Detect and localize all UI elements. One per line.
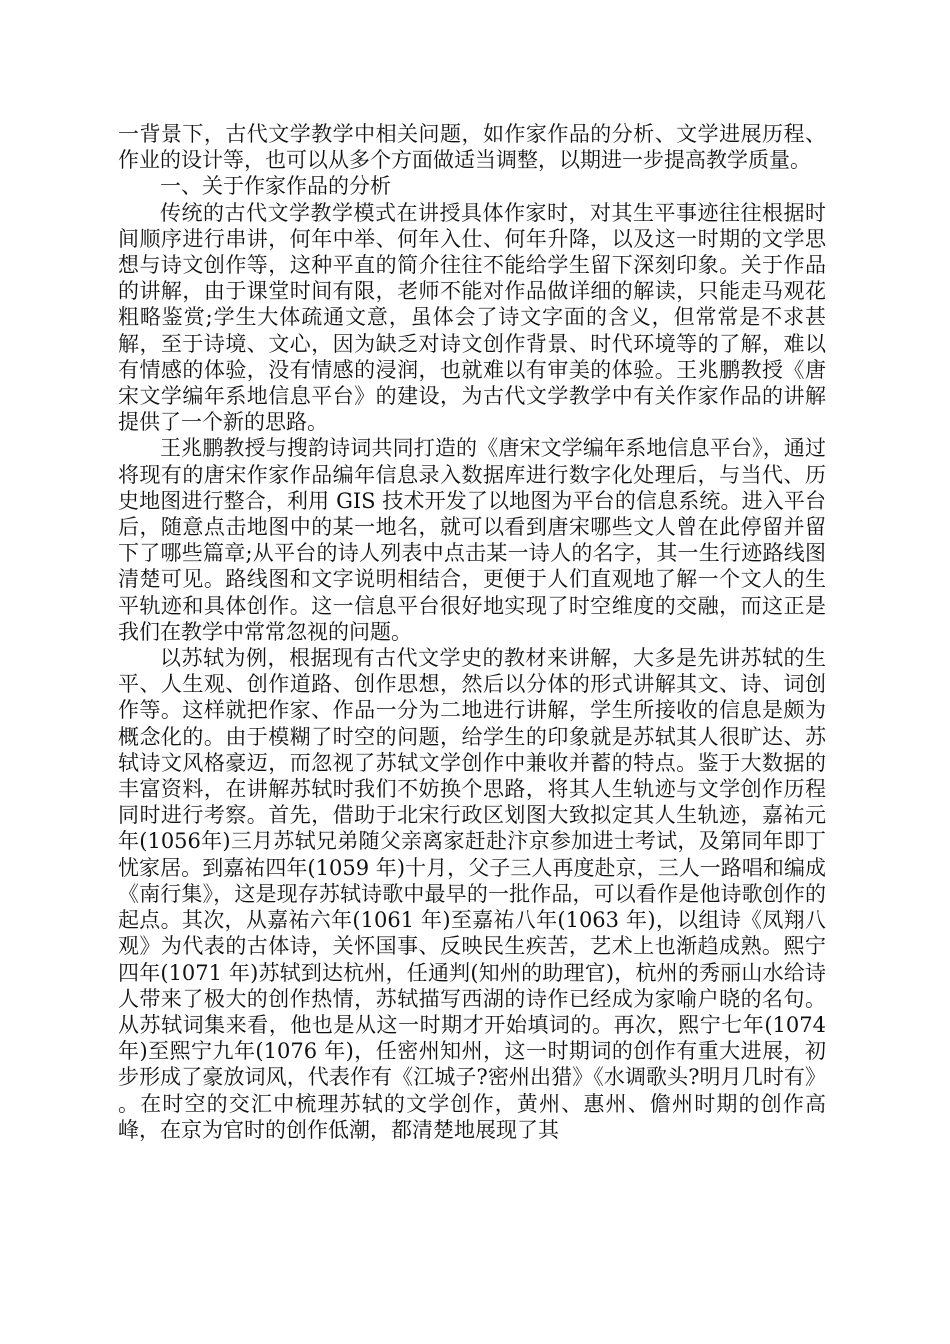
paragraph: 传统的古代文学教学模式在讲授具体作家时，对其生平事迹往往根据时间顺序进行串讲，何年中举、何年入仕、何年升降，以及这一时期的文学思想与诗文创作等，这种平直的简介往往不能给学生留下深刻印象。关于作品的讲解，由于课堂时间有限，老师不能对作品做详细的解读，只能走马观花粗略鉴赏;学生大体疏通文意，虽体会了诗文字面的含义，但常常是不求甚解，至于诗境、文心，因为缺乏对诗文创作背景、时代环境等的了解，难以有情感的体验，没有情感的浸润，也就难以有审美的体验。王兆鹏教授《唐宋文学编年系地信息平台》的建设，为古代文学教学中有关作家作品的讲解提供了一个新的思路。 bbox=[118, 200, 826, 435]
paragraph: 以苏轼为例，根据现有古代文学史的教材来讲解，大多是先讲苏轼的生平、人生观、创作道路、创作思想，然后以分体的形式讲解其文、诗、词创作等。这样就把作家、作品一分为二地进行讲解，学生所接收的信息是颇为概念化的。由于模糊了时空的问题，给学生的印象就是苏轼其人很旷达、苏轼诗文风格豪迈，而忽视了苏轼文学创作中兼收并蓄的特点。鉴于大数据的丰富资料，在讲解苏轼时我们不妨换个思路，将其人生轨迹与文学创作历程同时进行考察。首先，借助于北宋行政区划图大致拟定其人生轨迹，嘉祐元年(1056年)三月苏轼兄弟随父亲离家赶赴汴京参加进士考试，及第同年即丁忧家居。到嘉祐四年(1059 年)十月，父子三人再度赴京，三人一路唱和编成《南行集》，这是现存苏轼诗歌中最早的一批作品，可以看作是他诗歌创作的起点。其次，从嘉祐六年(1061 年)至嘉祐八年(1063 年)，以组诗《凤翔八观》为代表的古体诗，关怀国事、反映民生疾苦，艺术上也渐趋成熟。熙宁四年(1071 年)苏轼到达杭州，任通判(知州的助理官)，杭州的秀丽山水给诗人带来了极大的创作热情，苏轼描写西湖的诗作已经成为家喻户晓的名句。从苏轼词集来看，他也是从这一时期才开始填词的。再次，熙宁七年(1074 年)至熙宁九年(1076 年)，任密州知州，这一时期词的创作有重大进展，初步形成了豪放词风，代表作有《江城子?密州出猎》《水调歌头?明月几时有》 。在时空的交汇中梳理苏轼的文学创作，黄州、惠州、儋州时期的创作高峰，在京为官时的创作低潮，都清楚地展现了其 bbox=[118, 646, 826, 1142]
section-heading: 一、关于作家作品的分析 bbox=[160, 174, 391, 199]
document-page bbox=[118, 121, 826, 1143]
paragraph: 王兆鹏教授与搜韵诗词共同打造的《唐宋文学编年系地信息平台》，通过将现有的唐宋作家作品编年信息录入数据库进行数字化处理后，与当代、历史地图进行整合，利用 GIS 技术开发了以地图为平台的信息系统。进入平台后，随意点击地图中的某一地名，就可以看到唐宋哪些文人曾在此停留并留下了哪些篇章;从平台的诗人列表中点击某一诗人的名字，其一生行迹路线图清楚可见。路线图和文字说明相结合，更便于人们直观地了解一个文人的生平轨迹和具体创作。这一信息平台很好地实现了时空维度的交融，而这正是我们在教学中常常忽视的问题。 bbox=[118, 436, 826, 644]
paragraph-continued: 一背景下，古代文学教学中相关问题，如作家作品的分析、文学进展历程、作业的设计等，也可以从多个方面做适当调整，以期进一步提高教学质量。 bbox=[118, 122, 826, 173]
